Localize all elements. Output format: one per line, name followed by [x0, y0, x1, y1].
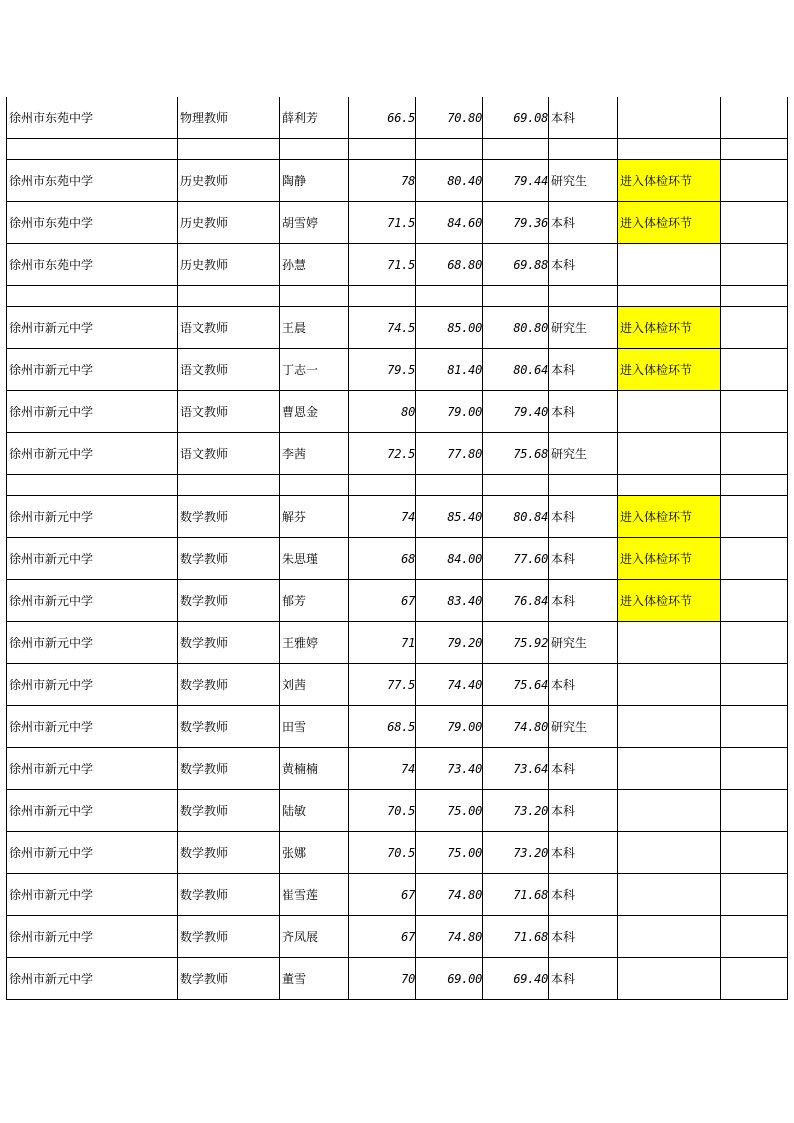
empty-cell [721, 307, 788, 349]
empty-cell [721, 664, 788, 706]
education-cell: 本科 [549, 958, 618, 1000]
table-row [7, 958, 788, 1000]
empty-cell [721, 202, 788, 244]
interview-score-cell: 70.80 [416, 97, 483, 139]
status-cell [618, 832, 721, 874]
position-cell: 数学教师 [178, 580, 280, 622]
status-cell: 进入体检环节 [618, 160, 721, 202]
school-cell: 徐州市新元中学 [7, 874, 178, 916]
status-cell [618, 916, 721, 958]
empty-cell [721, 286, 788, 307]
written-score-cell: 77.5 [349, 664, 416, 706]
empty-cell [721, 475, 788, 496]
name-cell: 王雅婷 [280, 622, 349, 664]
education-cell: 本科 [549, 748, 618, 790]
written-score-cell: 74 [349, 748, 416, 790]
table-row [7, 244, 788, 286]
empty-cell [721, 139, 788, 160]
table-row [7, 748, 788, 790]
education-cell: 本科 [549, 202, 618, 244]
school-cell: 徐州市新元中学 [7, 832, 178, 874]
written-score-cell: 80 [349, 391, 416, 433]
education-cell: 研究生 [549, 622, 618, 664]
total-score-cell: 75.68 [483, 433, 549, 475]
interview-score-cell: 75.00 [416, 790, 483, 832]
table-row [7, 790, 788, 832]
position-cell: 数学教师 [178, 874, 280, 916]
position-cell: 历史教师 [178, 160, 280, 202]
empty-cell [483, 475, 549, 496]
spreadsheet [6, 97, 788, 1000]
table-row [7, 307, 788, 349]
education-cell: 研究生 [549, 706, 618, 748]
table-row [7, 433, 788, 475]
written-score-cell: 71.5 [349, 202, 416, 244]
name-cell: 郁芳 [280, 580, 349, 622]
empty-cell [721, 244, 788, 286]
empty-cell [721, 97, 788, 139]
status-cell [618, 664, 721, 706]
interview-score-cell: 83.40 [416, 580, 483, 622]
status-cell [618, 874, 721, 916]
education-cell: 本科 [549, 496, 618, 538]
school-cell: 徐州市新元中学 [7, 391, 178, 433]
name-cell: 齐凤展 [280, 916, 349, 958]
empty-cell [721, 958, 788, 1000]
empty-cell [7, 139, 178, 160]
empty-cell [721, 160, 788, 202]
written-score-cell: 71 [349, 622, 416, 664]
empty-cell [549, 475, 618, 496]
total-score-cell: 71.68 [483, 874, 549, 916]
position-cell: 数学教师 [178, 496, 280, 538]
interview-score-cell: 74.80 [416, 874, 483, 916]
written-score-cell: 70 [349, 958, 416, 1000]
total-score-cell: 75.64 [483, 664, 549, 706]
interview-score-cell: 84.60 [416, 202, 483, 244]
position-cell: 历史教师 [178, 244, 280, 286]
total-score-cell: 80.80 [483, 307, 549, 349]
spacer-row [7, 286, 788, 307]
total-score-cell: 79.36 [483, 202, 549, 244]
position-cell: 语文教师 [178, 391, 280, 433]
written-score-cell: 70.5 [349, 790, 416, 832]
total-score-cell: 75.92 [483, 622, 549, 664]
empty-cell [721, 622, 788, 664]
empty-cell [618, 475, 721, 496]
written-score-cell: 67 [349, 916, 416, 958]
written-score-cell: 70.5 [349, 832, 416, 874]
empty-cell [416, 286, 483, 307]
name-cell: 董雪 [280, 958, 349, 1000]
name-cell: 孙慧 [280, 244, 349, 286]
school-cell: 徐州市新元中学 [7, 790, 178, 832]
written-score-cell: 67 [349, 874, 416, 916]
interview-score-cell: 79.00 [416, 391, 483, 433]
position-cell: 数学教师 [178, 832, 280, 874]
written-score-cell: 66.5 [349, 97, 416, 139]
table-row [7, 706, 788, 748]
status-cell: 进入体检环节 [618, 307, 721, 349]
education-cell: 本科 [549, 391, 618, 433]
table-row [7, 97, 788, 139]
school-cell: 徐州市新元中学 [7, 433, 178, 475]
empty-cell [549, 286, 618, 307]
table-row [7, 664, 788, 706]
written-score-cell: 71.5 [349, 244, 416, 286]
empty-cell [721, 391, 788, 433]
school-cell: 徐州市新元中学 [7, 496, 178, 538]
empty-cell [721, 538, 788, 580]
position-cell: 数学教师 [178, 706, 280, 748]
written-score-cell: 72.5 [349, 433, 416, 475]
name-cell: 刘茜 [280, 664, 349, 706]
status-cell [618, 748, 721, 790]
position-cell: 数学教师 [178, 916, 280, 958]
empty-cell [721, 790, 788, 832]
empty-cell [178, 475, 280, 496]
table-row [7, 580, 788, 622]
status-cell: 进入体检环节 [618, 496, 721, 538]
total-score-cell: 69.08 [483, 97, 549, 139]
position-cell: 数学教师 [178, 622, 280, 664]
education-cell: 本科 [549, 790, 618, 832]
school-cell: 徐州市新元中学 [7, 622, 178, 664]
written-score-cell: 67 [349, 580, 416, 622]
interview-score-cell: 80.40 [416, 160, 483, 202]
position-cell: 数学教师 [178, 664, 280, 706]
school-cell: 徐州市东苑中学 [7, 244, 178, 286]
table-row [7, 496, 788, 538]
name-cell: 朱思瑾 [280, 538, 349, 580]
position-cell: 语文教师 [178, 349, 280, 391]
education-cell: 本科 [549, 832, 618, 874]
status-cell [618, 433, 721, 475]
school-cell: 徐州市新元中学 [7, 958, 178, 1000]
name-cell: 曹恩金 [280, 391, 349, 433]
empty-cell [721, 496, 788, 538]
table-row [7, 916, 788, 958]
school-cell: 徐州市东苑中学 [7, 97, 178, 139]
table-body [7, 97, 788, 1000]
interview-score-cell: 74.80 [416, 916, 483, 958]
interview-score-cell: 79.20 [416, 622, 483, 664]
total-score-cell: 73.20 [483, 790, 549, 832]
empty-cell [349, 475, 416, 496]
table-row [7, 538, 788, 580]
school-cell: 徐州市新元中学 [7, 916, 178, 958]
total-score-cell: 69.88 [483, 244, 549, 286]
education-cell: 本科 [549, 349, 618, 391]
empty-cell [721, 832, 788, 874]
empty-cell [416, 139, 483, 160]
status-cell [618, 790, 721, 832]
status-cell [618, 622, 721, 664]
name-cell: 王晨 [280, 307, 349, 349]
status-cell: 进入体检环节 [618, 202, 721, 244]
status-cell [618, 958, 721, 1000]
position-cell: 数学教师 [178, 958, 280, 1000]
name-cell: 丁志一 [280, 349, 349, 391]
position-cell: 物理教师 [178, 97, 280, 139]
empty-cell [483, 139, 549, 160]
status-cell [618, 706, 721, 748]
empty-cell [178, 139, 280, 160]
interview-score-cell: 69.00 [416, 958, 483, 1000]
total-score-cell: 80.84 [483, 496, 549, 538]
school-cell: 徐州市新元中学 [7, 538, 178, 580]
status-cell: 进入体检环节 [618, 580, 721, 622]
empty-cell [618, 139, 721, 160]
school-cell: 徐州市新元中学 [7, 706, 178, 748]
interview-score-cell: 84.00 [416, 538, 483, 580]
results-table [6, 97, 788, 1000]
status-cell [618, 97, 721, 139]
written-score-cell: 74.5 [349, 307, 416, 349]
position-cell: 语文教师 [178, 433, 280, 475]
table-row [7, 832, 788, 874]
name-cell: 黄楠楠 [280, 748, 349, 790]
written-score-cell: 78 [349, 160, 416, 202]
name-cell: 解芬 [280, 496, 349, 538]
interview-score-cell: 85.40 [416, 496, 483, 538]
interview-score-cell: 68.80 [416, 244, 483, 286]
empty-cell [721, 916, 788, 958]
written-score-cell: 74 [349, 496, 416, 538]
written-score-cell: 68.5 [349, 706, 416, 748]
total-score-cell: 77.60 [483, 538, 549, 580]
interview-score-cell: 74.40 [416, 664, 483, 706]
empty-cell [280, 475, 349, 496]
table-row [7, 391, 788, 433]
education-cell: 本科 [549, 97, 618, 139]
education-cell: 本科 [549, 580, 618, 622]
education-cell: 研究生 [549, 160, 618, 202]
name-cell: 陆敏 [280, 790, 349, 832]
empty-cell [7, 286, 178, 307]
education-cell: 本科 [549, 664, 618, 706]
name-cell: 田雪 [280, 706, 349, 748]
empty-cell [349, 286, 416, 307]
school-cell: 徐州市新元中学 [7, 307, 178, 349]
interview-score-cell: 77.80 [416, 433, 483, 475]
total-score-cell: 73.20 [483, 832, 549, 874]
name-cell: 崔雪莲 [280, 874, 349, 916]
total-score-cell: 79.40 [483, 391, 549, 433]
education-cell: 本科 [549, 916, 618, 958]
status-cell [618, 244, 721, 286]
status-cell: 进入体检环节 [618, 349, 721, 391]
empty-cell [721, 433, 788, 475]
name-cell: 张娜 [280, 832, 349, 874]
total-score-cell: 76.84 [483, 580, 549, 622]
education-cell: 研究生 [549, 433, 618, 475]
interview-score-cell: 73.40 [416, 748, 483, 790]
position-cell: 语文教师 [178, 307, 280, 349]
spacer-row [7, 475, 788, 496]
empty-cell [483, 286, 549, 307]
empty-cell [549, 139, 618, 160]
empty-cell [721, 706, 788, 748]
interview-score-cell: 85.00 [416, 307, 483, 349]
interview-score-cell: 75.00 [416, 832, 483, 874]
empty-cell [349, 139, 416, 160]
position-cell: 数学教师 [178, 790, 280, 832]
table-row [7, 202, 788, 244]
table-row [7, 622, 788, 664]
school-cell: 徐州市新元中学 [7, 349, 178, 391]
status-cell [618, 391, 721, 433]
empty-cell [721, 580, 788, 622]
total-score-cell: 69.40 [483, 958, 549, 1000]
empty-cell [178, 286, 280, 307]
total-score-cell: 80.64 [483, 349, 549, 391]
total-score-cell: 74.80 [483, 706, 549, 748]
empty-cell [280, 139, 349, 160]
name-cell: 胡雪婷 [280, 202, 349, 244]
name-cell: 薛利芳 [280, 97, 349, 139]
empty-cell [721, 874, 788, 916]
empty-cell [721, 349, 788, 391]
education-cell: 本科 [549, 538, 618, 580]
position-cell: 数学教师 [178, 538, 280, 580]
education-cell: 本科 [549, 244, 618, 286]
spacer-row [7, 139, 788, 160]
total-score-cell: 79.44 [483, 160, 549, 202]
empty-cell [618, 286, 721, 307]
status-cell: 进入体检环节 [618, 538, 721, 580]
school-cell: 徐州市新元中学 [7, 664, 178, 706]
interview-score-cell: 79.00 [416, 706, 483, 748]
name-cell: 李茜 [280, 433, 349, 475]
table-row [7, 349, 788, 391]
written-score-cell: 79.5 [349, 349, 416, 391]
interview-score-cell: 81.40 [416, 349, 483, 391]
written-score-cell: 68 [349, 538, 416, 580]
table-row [7, 160, 788, 202]
school-cell: 徐州市东苑中学 [7, 202, 178, 244]
total-score-cell: 73.64 [483, 748, 549, 790]
school-cell: 徐州市新元中学 [7, 748, 178, 790]
position-cell: 数学教师 [178, 748, 280, 790]
total-score-cell: 71.68 [483, 916, 549, 958]
empty-cell [416, 475, 483, 496]
education-cell: 研究生 [549, 307, 618, 349]
position-cell: 历史教师 [178, 202, 280, 244]
name-cell: 陶静 [280, 160, 349, 202]
table-row [7, 874, 788, 916]
school-cell: 徐州市新元中学 [7, 580, 178, 622]
school-cell: 徐州市东苑中学 [7, 160, 178, 202]
empty-cell [280, 286, 349, 307]
empty-cell [7, 475, 178, 496]
empty-cell [721, 748, 788, 790]
education-cell: 本科 [549, 874, 618, 916]
